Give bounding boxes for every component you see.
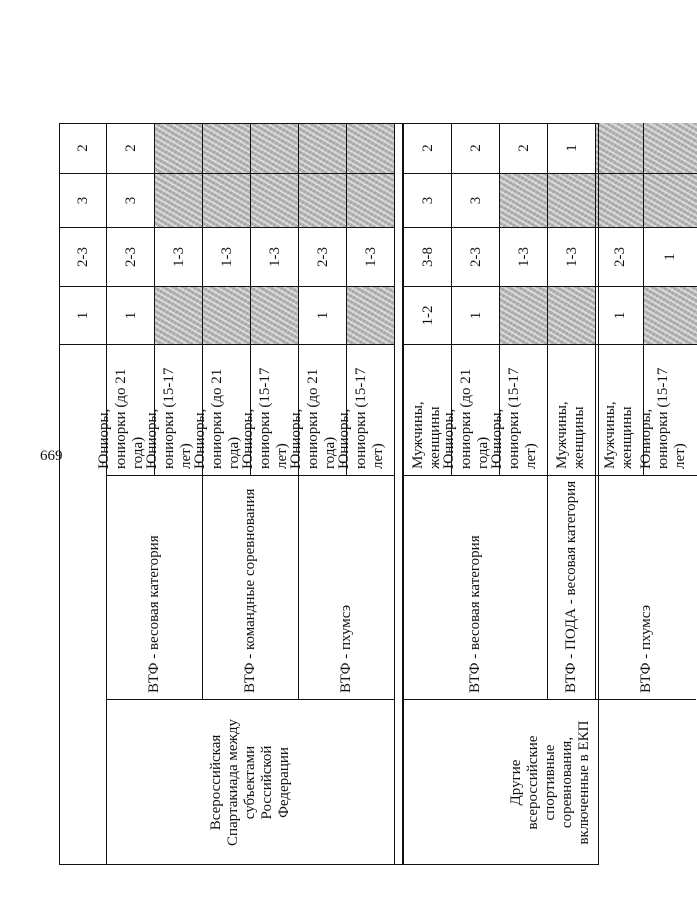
header-left-border	[59, 344, 106, 345]
category-cell	[548, 345, 596, 476]
value-cell	[347, 123, 395, 174]
value-cell	[251, 228, 299, 287]
competition-cell	[106, 700, 394, 865]
place-value: 1-3	[563, 247, 580, 267]
value-cell	[155, 123, 203, 174]
value-cell	[404, 287, 452, 345]
category-label: Мужчины, женщины	[554, 401, 587, 469]
value-cell	[299, 228, 347, 287]
value-cell	[452, 123, 500, 174]
value-cell	[500, 287, 548, 345]
value-cell	[548, 287, 596, 345]
value-cell	[548, 123, 596, 174]
category-label: Юниоры, юниорки (15-17 лет)	[489, 367, 539, 469]
table-row	[547, 123, 596, 476]
place-value: 1	[611, 311, 628, 320]
header-cell	[60, 174, 107, 228]
value-cell	[107, 287, 155, 345]
value-cell	[203, 228, 251, 287]
value-cell	[644, 174, 697, 228]
category-label: Юниоры, юниорки (до 21 года)	[192, 368, 242, 469]
header-value: 3	[75, 196, 91, 205]
category-label: Юниоры, юниорки (до 21 года)	[441, 368, 491, 469]
category-cell	[638, 345, 697, 476]
category-cell	[596, 345, 644, 476]
category-cell	[336, 345, 395, 476]
discipline-label: ВТФ - командные соревнования	[242, 488, 258, 693]
place-value: 3	[419, 196, 436, 205]
discipline-label: ВТФ - ПОДА - весовая категория	[563, 480, 579, 693]
place-value: 1-3	[362, 247, 379, 267]
place-value: 1-3	[266, 247, 283, 267]
document-table-sheet	[59, 123, 688, 865]
value-cell	[155, 174, 203, 228]
value-cell	[347, 287, 395, 345]
value-cell	[500, 174, 548, 228]
value-cell	[203, 123, 251, 174]
value-cell	[347, 228, 395, 287]
header-row	[59, 123, 107, 865]
place-value: 2-3	[314, 247, 331, 267]
value-cell	[644, 287, 697, 345]
place-value: 2	[419, 144, 436, 152]
competition-cell	[403, 700, 696, 865]
page-number: 669	[40, 448, 63, 464]
value-cell	[251, 174, 299, 228]
table-row	[638, 123, 697, 476]
value-cell	[347, 174, 395, 228]
value-cell	[203, 287, 251, 345]
place-value: 3-8	[419, 247, 436, 267]
value-cell	[251, 123, 299, 174]
place-value: 2-3	[122, 247, 139, 267]
value-cell	[596, 228, 644, 287]
header-cell	[60, 287, 107, 345]
value-cell	[548, 174, 596, 228]
place-value: 1	[662, 253, 678, 261]
discipline-cell	[298, 476, 394, 700]
value-cell	[155, 287, 203, 345]
category-label: Юниоры, юниорки (15-17 лет)	[240, 367, 290, 469]
value-cell	[500, 123, 548, 174]
discipline-label: ВТФ - пхумсэ	[338, 604, 354, 693]
value-cell	[299, 123, 347, 174]
discipline-cell	[403, 476, 547, 700]
table-row	[336, 123, 395, 476]
value-cell	[107, 174, 155, 228]
place-value: 1-2	[419, 305, 436, 326]
table-row	[489, 123, 548, 476]
header-value: 1	[75, 311, 91, 320]
place-value: 1-3	[218, 247, 235, 267]
discipline-label: ВТФ - весовая категория	[146, 535, 162, 693]
value-cell	[404, 123, 452, 174]
value-cell	[596, 174, 644, 228]
value-cell	[203, 174, 251, 228]
discipline-cell	[202, 476, 298, 700]
discipline-cell	[547, 476, 595, 700]
value-cell	[596, 287, 644, 345]
section-separator	[394, 123, 403, 865]
ranking-table	[59, 123, 688, 865]
value-cell	[596, 123, 644, 174]
value-cell	[404, 228, 452, 287]
value-cell	[452, 174, 500, 228]
header-cell	[60, 228, 107, 287]
value-cell	[644, 123, 697, 174]
discipline-label: ВТФ - пхумсэ	[637, 604, 654, 693]
category-label: Мужчины, женщины	[410, 401, 443, 469]
place-value: 2-3	[611, 247, 628, 267]
header-cell	[60, 123, 107, 174]
value-cell	[644, 228, 697, 287]
place-value: 2	[122, 144, 139, 152]
value-cell	[452, 228, 500, 287]
place-value: 1	[467, 311, 484, 320]
place-value: 2	[515, 144, 532, 152]
header-value: 2	[75, 144, 91, 152]
category-label: Юниоры, юниорки (15-17 лет)	[336, 367, 386, 469]
category-label: Юниоры, юниорки (до 21 года)	[96, 368, 146, 469]
value-cell	[155, 228, 203, 287]
value-cell	[299, 174, 347, 228]
value-cell	[251, 287, 299, 345]
competition-name: Всероссийская Спартакиада между субъектами Российской Федерации	[208, 718, 292, 847]
place-value: 2	[467, 144, 484, 152]
value-cell	[452, 287, 500, 345]
value-cell	[500, 228, 548, 287]
category-cell	[489, 345, 548, 476]
discipline-cell	[106, 476, 202, 700]
place-value: 3	[467, 196, 484, 205]
discipline-cell	[595, 476, 696, 700]
category-label: Юниоры, юниорки (15-17 лет)	[638, 367, 688, 469]
value-cell	[107, 123, 155, 174]
value-cell	[404, 174, 452, 228]
place-value: 1-3	[170, 247, 187, 267]
place-value: 2-3	[467, 247, 484, 267]
place-value: 1	[314, 311, 331, 320]
competition-name: Другие всероссийские спортивные соревнования, включенные в ЕКП	[507, 720, 592, 845]
place-value: 1-3	[515, 247, 532, 267]
table-row	[595, 123, 644, 476]
category-label: Юниоры, юниорки (15-17 лет)	[144, 367, 194, 469]
category-label: Юниоры, юниорки (до 21 года)	[288, 368, 338, 469]
value-cell	[299, 287, 347, 345]
category-label: Мужчины, женщины	[602, 401, 635, 469]
header-value: 2-3	[75, 247, 91, 267]
place-value: 1	[122, 311, 139, 320]
value-cell	[548, 228, 596, 287]
place-value: 3	[122, 196, 139, 205]
place-value: 1	[563, 144, 580, 152]
discipline-label: ВТФ - весовая категория	[467, 535, 483, 693]
value-cell	[107, 228, 155, 287]
